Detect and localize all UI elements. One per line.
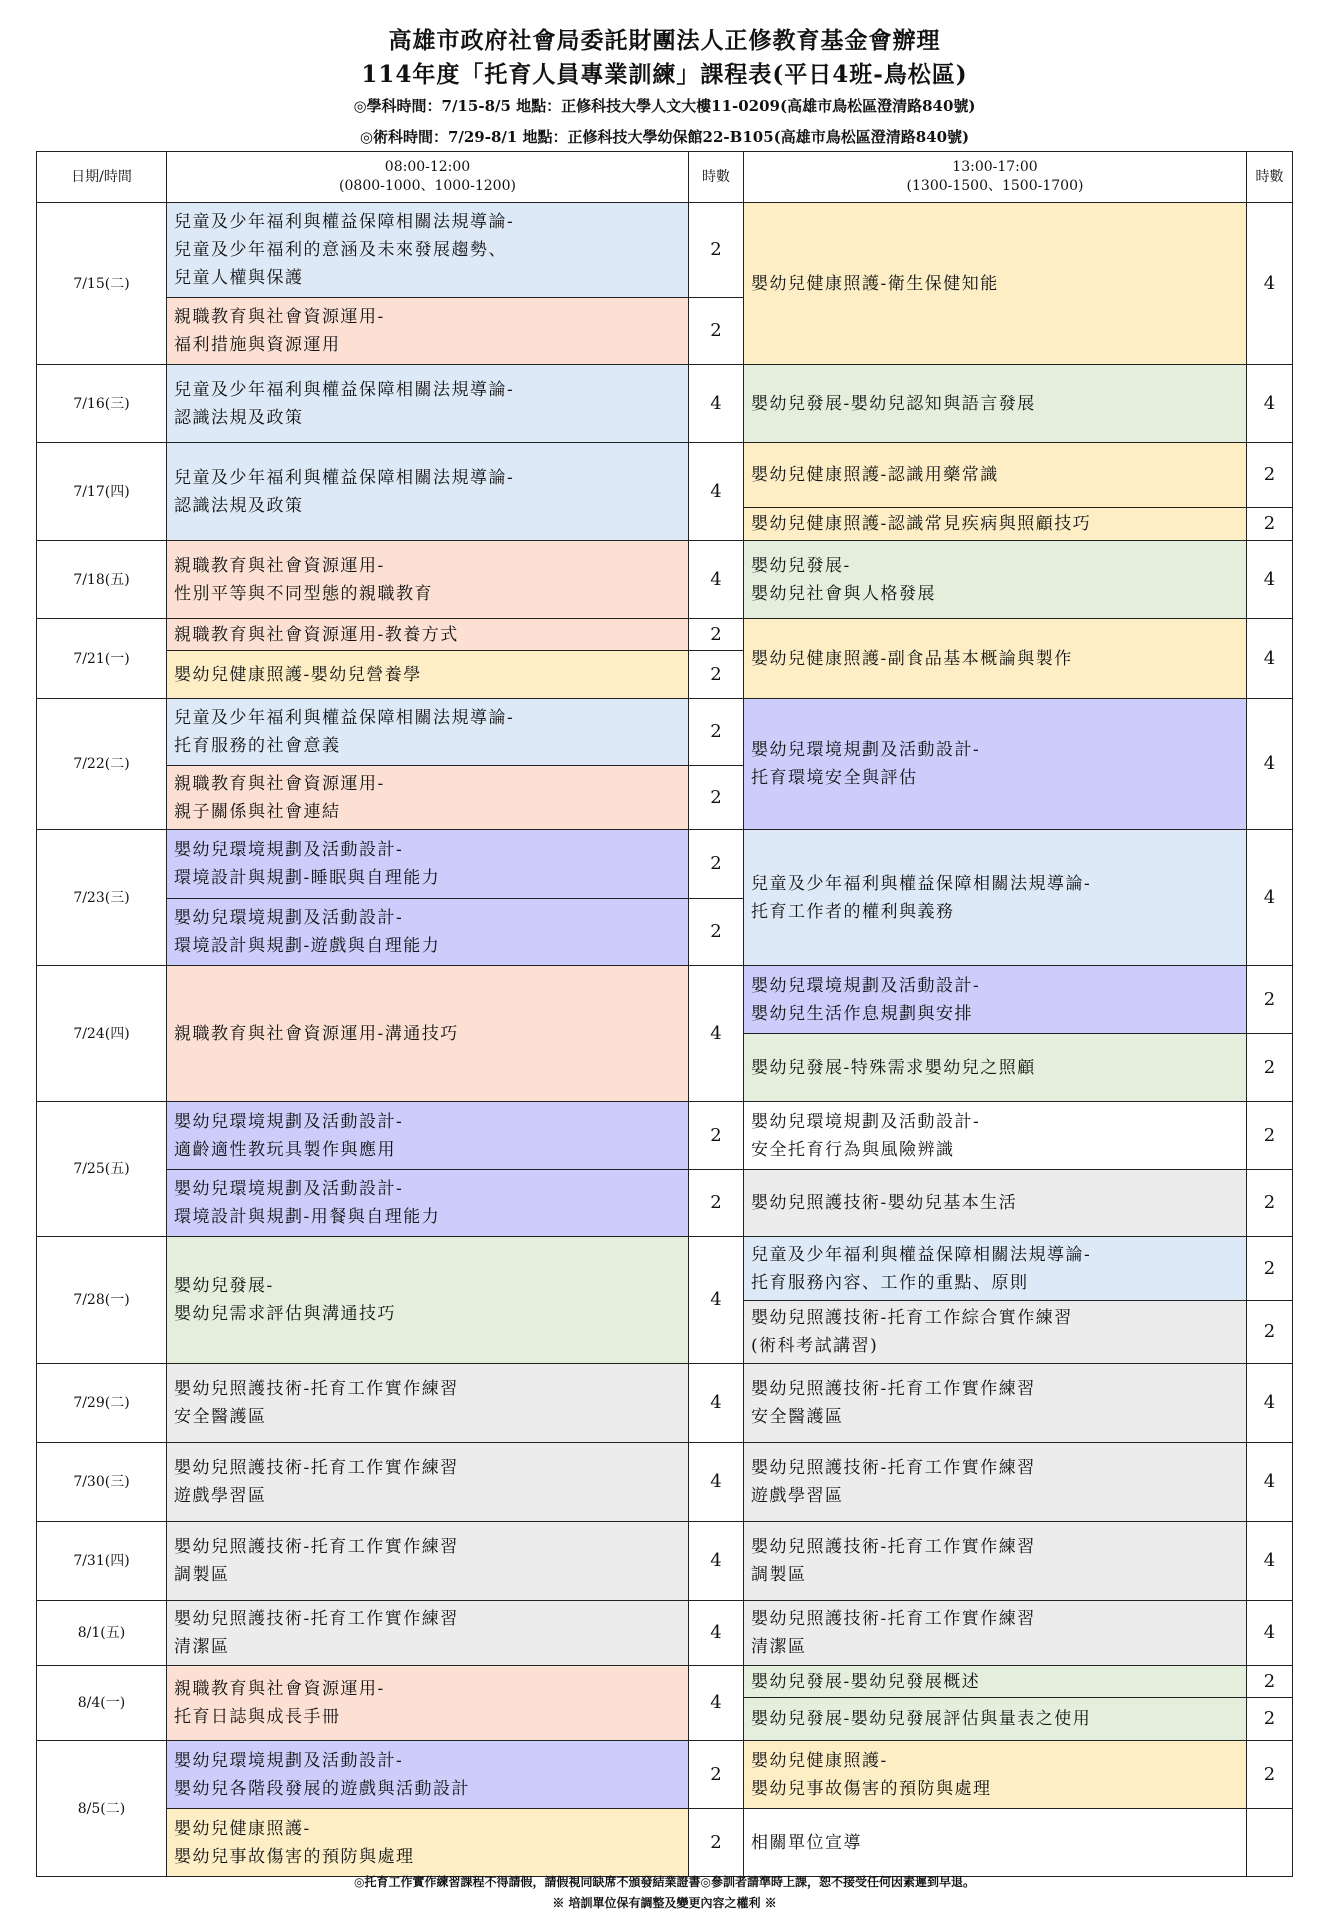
row-date: 8/5(二) <box>37 1741 167 1877</box>
title-organizer: 高雄市政府社會局委託財團法人正修教育基金會辦理 <box>388 27 941 54</box>
theory-session-info: ◎學科時間：7/15-8/5 地點：正修科技大學人文大樓11-0209(高雄市鳥松區澄清路840號) <box>353 97 976 115</box>
row-date: 8/1(五) <box>37 1601 167 1666</box>
row-date: 7/24(四) <box>37 966 167 1102</box>
course-cell: 親職教育與社會資源運用- 親子關係與社會連結 <box>167 766 689 830</box>
hours-cell: 2 <box>689 899 744 966</box>
hours-cell: 2 <box>689 651 744 699</box>
hours-cell: 2 <box>689 1809 744 1877</box>
row-date: 7/29(二) <box>37 1364 167 1443</box>
course-cell: 親職教育與社會資源運用-溝通技巧 <box>167 966 689 1102</box>
table-row <box>37 699 1293 766</box>
course-cell: 兒童及少年福利與權益保障相關法規導論- 兒童及少年福利的意涵及未來發展趨勢、 兒童人權與保護 <box>167 203 689 298</box>
row-date: 7/23(三) <box>37 830 167 966</box>
table-header-row <box>37 152 1293 203</box>
row-date: 7/31(四) <box>37 1522 167 1601</box>
row-date: 7/16(三) <box>37 365 167 443</box>
row-date: 8/4(一) <box>37 1666 167 1741</box>
hours-cell: 4 <box>689 443 744 541</box>
course-cell: 嬰幼兒發展-嬰幼兒發展評估與量表之使用 <box>744 1698 1247 1741</box>
course-cell: 嬰幼兒健康照護- 嬰幼兒事故傷害的預防與處理 <box>744 1741 1247 1809</box>
course-cell: 嬰幼兒照護技術-托育工作實作練習 清潔區 <box>744 1601 1247 1666</box>
table-row <box>37 1601 1293 1666</box>
hours-cell: 4 <box>689 1237 744 1364</box>
course-cell: 嬰幼兒環境規劃及活動設計- 環境設計與規劃-用餐與自理能力 <box>167 1170 689 1237</box>
course-cell: 嬰幼兒發展-嬰幼兒認知與語言發展 <box>744 365 1247 443</box>
schedule-table <box>36 151 1293 1877</box>
table-row <box>37 1364 1293 1443</box>
course-cell: 嬰幼兒環境規劃及活動設計- 適齡適性教玩具製作與應用 <box>167 1102 689 1170</box>
hours-cell: 2 <box>1247 1301 1293 1364</box>
hours-cell: 4 <box>1247 1522 1293 1601</box>
course-cell: 親職教育與社會資源運用-教養方式 <box>167 619 689 651</box>
header-morning-slots: (0800-1000、1000-1200) <box>339 178 516 194</box>
table-row <box>37 1443 1293 1522</box>
course-cell: 嬰幼兒發展- 嬰幼兒社會與人格發展 <box>744 541 1247 619</box>
course-cell: 嬰幼兒照護技術-托育工作實作練習 遊戲學習區 <box>167 1443 689 1522</box>
course-cell: 嬰幼兒照護技術-托育工作實作練習 安全醫護區 <box>744 1364 1247 1443</box>
hours-cell: 2 <box>689 699 744 766</box>
table-row <box>37 1522 1293 1601</box>
hours-cell: 2 <box>1247 1102 1293 1170</box>
hours-cell: 2 <box>1247 1741 1293 1809</box>
row-date: 7/28(一) <box>37 1237 167 1364</box>
course-cell: 嬰幼兒照護技術-托育工作綜合實作練習 (術科考試講習) <box>744 1301 1247 1364</box>
course-cell: 嬰幼兒環境規劃及活動設計- 嬰幼兒各階段發展的遊戲與活動設計 <box>167 1741 689 1809</box>
course-cell: 嬰幼兒環境規劃及活動設計- 環境設計與規劃-遊戲與自理能力 <box>167 899 689 966</box>
hours-cell: 4 <box>689 1601 744 1666</box>
hours-cell: 2 <box>689 830 744 899</box>
course-cell: 嬰幼兒健康照護-衛生保健知能 <box>744 203 1247 365</box>
footer-attendance-note: ◎托育工作實作練習課程不得請假，請假視同缺席不頒發結業證書◎參訓者請準時上課，恕不接受任何因素遲到早退。 <box>354 1875 975 1889</box>
hours-cell: 2 <box>1247 1698 1293 1741</box>
course-cell: 兒童及少年福利與權益保障相關法規導論- 認識法規及政策 <box>167 365 689 443</box>
course-cell: 嬰幼兒環境規劃及活動設計- 安全托育行為與風險辨識 <box>744 1102 1247 1170</box>
course-cell: 嬰幼兒健康照護-嬰幼兒營養學 <box>167 651 689 699</box>
hours-cell <box>1247 1809 1293 1877</box>
header-morning-hours: 時數 <box>689 152 744 203</box>
row-date: 7/15(二) <box>37 203 167 365</box>
course-cell: 親職教育與社會資源運用- 性別平等與不同型態的親職教育 <box>167 541 689 619</box>
header-morning-time: 08:00-12:00 <box>384 159 471 175</box>
hours-cell: 2 <box>689 298 744 365</box>
header-afternoon <box>744 152 1247 203</box>
course-cell: 嬰幼兒照護技術-嬰幼兒基本生活 <box>744 1170 1247 1237</box>
hours-cell: 2 <box>689 619 744 651</box>
hours-cell: 2 <box>689 1102 744 1170</box>
course-cell: 親職教育與社會資源運用- 托育日誌與成長手冊 <box>167 1666 689 1741</box>
course-cell: 嬰幼兒健康照護-認識用藥常識 <box>744 443 1247 508</box>
table-row <box>37 365 1293 443</box>
hours-cell: 4 <box>1247 1364 1293 1443</box>
footer-rights-note: ※ 培訓單位保有調整及變更內容之權利 ※ <box>552 1896 777 1910</box>
table-row <box>37 203 1293 298</box>
header-date-time: 日期/時間 <box>37 152 167 203</box>
hours-cell: 2 <box>1247 1034 1293 1102</box>
hours-cell: 4 <box>1247 619 1293 699</box>
hours-cell: 4 <box>689 1522 744 1601</box>
table-row <box>37 1741 1293 1809</box>
course-cell: 嬰幼兒發展-嬰幼兒發展概述 <box>744 1666 1247 1698</box>
row-date: 7/18(五) <box>37 541 167 619</box>
hours-cell: 4 <box>689 1364 744 1443</box>
hours-cell: 2 <box>689 1741 744 1809</box>
hours-cell: 4 <box>1247 699 1293 830</box>
hours-cell: 2 <box>689 1170 744 1237</box>
course-cell: 嬰幼兒健康照護- 嬰幼兒事故傷害的預防與處理 <box>167 1809 689 1877</box>
hours-cell: 4 <box>1247 830 1293 966</box>
table-row <box>37 1237 1293 1301</box>
hours-cell: 2 <box>1247 1170 1293 1237</box>
hours-cell: 2 <box>1247 508 1293 541</box>
title-course-schedule: 114年度「托育人員專業訓練」課程表(平日4班-鳥松區) <box>361 61 968 88</box>
row-date: 7/30(三) <box>37 1443 167 1522</box>
course-cell: 嬰幼兒環境規劃及活動設計- 嬰幼兒生活作息規劃與安排 <box>744 966 1247 1034</box>
table-row <box>37 1666 1293 1698</box>
hours-cell: 4 <box>689 1666 744 1741</box>
course-cell: 嬰幼兒照護技術-托育工作實作練習 調製區 <box>744 1522 1247 1601</box>
course-cell: 嬰幼兒發展-特殊需求嬰幼兒之照顧 <box>744 1034 1247 1102</box>
hours-cell: 2 <box>1247 1237 1293 1301</box>
table-row <box>37 541 1293 619</box>
hours-cell: 4 <box>1247 203 1293 365</box>
course-cell: 親職教育與社會資源運用- 福利措施與資源運用 <box>167 298 689 365</box>
course-cell: 相關單位宣導 <box>744 1809 1247 1877</box>
course-cell: 兒童及少年福利與權益保障相關法規導論- 認識法規及政策 <box>167 443 689 541</box>
hours-cell: 4 <box>1247 1601 1293 1666</box>
hours-cell: 4 <box>1247 541 1293 619</box>
course-cell: 嬰幼兒照護技術-托育工作實作練習 遊戲學習區 <box>744 1443 1247 1522</box>
hours-cell: 2 <box>689 203 744 298</box>
header-afternoon-hours: 時數 <box>1247 152 1293 203</box>
table-row <box>37 619 1293 651</box>
course-cell: 嬰幼兒健康照護-認識常見疾病與照顧技巧 <box>744 508 1247 541</box>
hours-cell: 2 <box>689 766 744 830</box>
header-morning <box>167 152 689 203</box>
table-row <box>37 966 1293 1034</box>
course-cell: 兒童及少年福利與權益保障相關法規導論- 托育工作者的權利與義務 <box>744 830 1247 966</box>
hours-cell: 2 <box>1247 443 1293 508</box>
course-cell: 嬰幼兒發展- 嬰幼兒需求評估與溝通技巧 <box>167 1237 689 1364</box>
hours-cell: 4 <box>689 966 744 1102</box>
practice-session-info: ◎術科時間：7/29-8/1 地點：正修科技大學幼保館22-B105(高雄市鳥松區澄清路840號) <box>359 128 970 146</box>
hours-cell: 4 <box>689 365 744 443</box>
course-cell: 嬰幼兒照護技術-托育工作實作練習 清潔區 <box>167 1601 689 1666</box>
row-date: 7/21(一) <box>37 619 167 699</box>
table-row <box>37 443 1293 508</box>
course-cell: 兒童及少年福利與權益保障相關法規導論- 托育服務的社會意義 <box>167 699 689 766</box>
table-row <box>37 1102 1293 1170</box>
row-date: 7/17(四) <box>37 443 167 541</box>
table-row <box>37 830 1293 899</box>
row-date: 7/25(五) <box>37 1102 167 1237</box>
hours-cell: 4 <box>689 1443 744 1522</box>
course-cell: 兒童及少年福利與權益保障相關法規導論- 托育服務內容、工作的重點、原則 <box>744 1237 1247 1301</box>
hours-cell: 2 <box>1247 966 1293 1034</box>
header-afternoon-time: 13:00-17:00 <box>952 159 1038 175</box>
course-cell: 嬰幼兒環境規劃及活動設計- 托育環境安全與評估 <box>744 699 1247 830</box>
hours-cell: 2 <box>1247 1666 1293 1698</box>
course-cell: 嬰幼兒照護技術-托育工作實作練習 調製區 <box>167 1522 689 1601</box>
course-cell: 嬰幼兒照護技術-托育工作實作練習 安全醫護區 <box>167 1364 689 1443</box>
table-row <box>37 1170 1293 1237</box>
row-date: 7/22(二) <box>37 699 167 830</box>
course-cell: 嬰幼兒健康照護-副食品基本概論與製作 <box>744 619 1247 699</box>
hours-cell: 4 <box>1247 1443 1293 1522</box>
course-cell: 嬰幼兒環境規劃及活動設計- 環境設計與規劃-睡眠與自理能力 <box>167 830 689 899</box>
hours-cell: 4 <box>689 541 744 619</box>
header-afternoon-slots: (1300-1500、1500-1700) <box>906 178 1084 194</box>
table-row <box>37 1809 1293 1877</box>
hours-cell: 4 <box>1247 365 1293 443</box>
